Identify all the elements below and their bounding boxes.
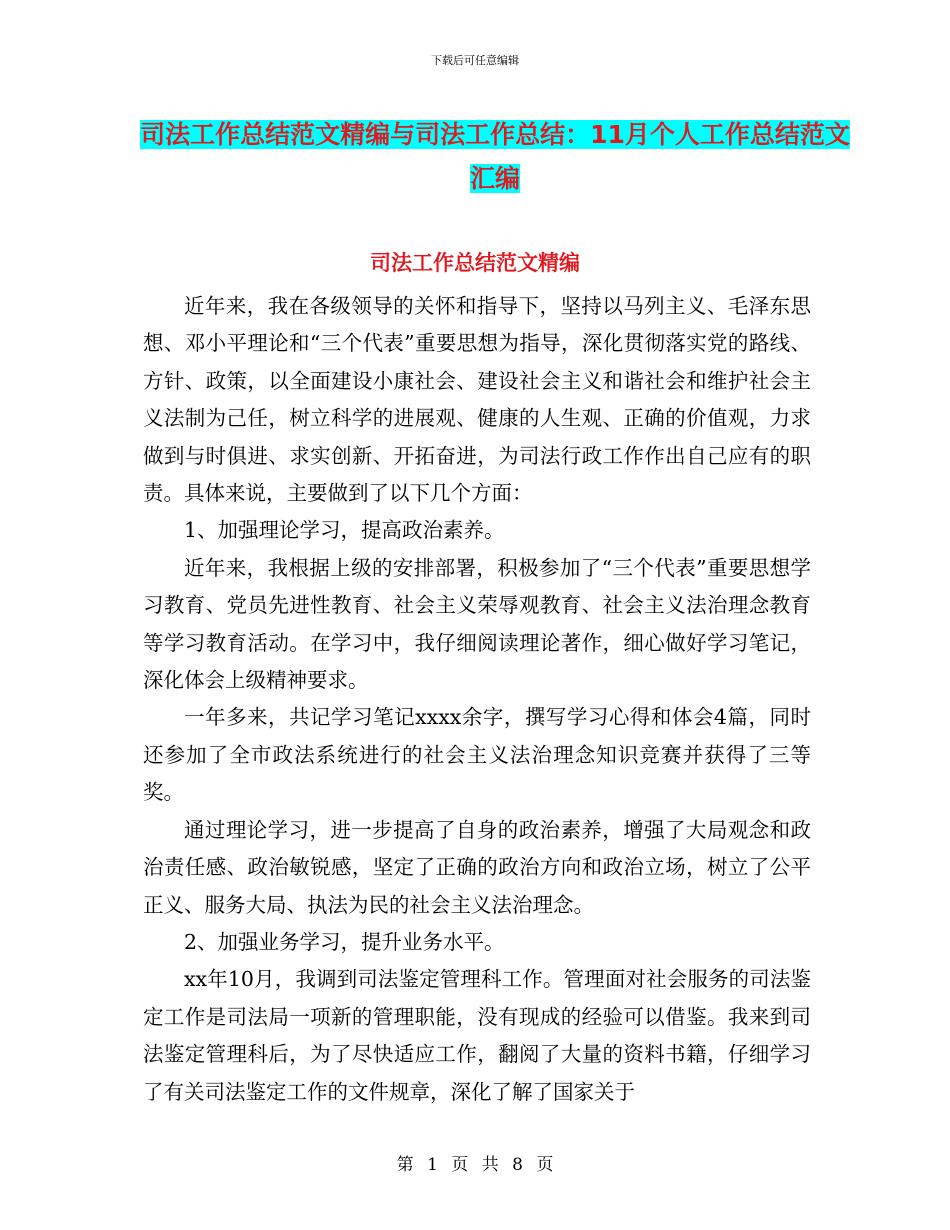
paragraph: 一年多来，共记学习笔记xxxx余字，撰写学习心得和体会4篇，同时还参加了全市政法系统进行的社会主义法治理念知识竞赛并获得了三等奖。	[143, 705, 811, 805]
page-number: 第 1 页 共 8 页	[396, 1155, 554, 1175]
paragraph-heading-1: 1、加强理论学习，提高政治素养。	[184, 518, 505, 543]
paragraph-heading-2: 2、加强业务学习，提升业务水平。	[184, 929, 505, 954]
document-title	[140, 113, 850, 201]
paragraph: xx年10月，我调到司法鉴定管理科工作。管理面对社会服务的司法鉴定工作是司法局一项新的管理职能，没有现成的经验可以借鉴。我来到司法鉴定管理科后，为了尽快适应工作，翻阅了大量的资料书籍，仔细学习了有关司法鉴定工作的文件规章，深化了解了国家关于	[143, 967, 811, 1104]
header-note: 下载后可任意编辑	[431, 54, 519, 67]
body-text	[143, 288, 811, 1111]
document-title-text: 司法工作总结范文精编与司法工作总结：11月个人工作总结范文汇编	[140, 120, 850, 193]
paragraph-intro: 近年来，我在各级领导的关怀和指导下，坚持以马列主义、毛泽东思想、邓小平理论和“三个代表”重要思想为指导，深化贯彻落实党的路线、方针、政策，以全面建设小康社会、建设社会主义和谐社会和维护社会主义法制为己任，树立科学的进展观、健康的人生观、正确的价值观，力求做到与时俱进、求实创新、开拓奋进，为司法行政工作作出自己应有的职责。具体来说，主要做到了以下几个方面：	[143, 294, 811, 506]
paragraph: 近年来，我根据上级的安排部署，积极参加了“三个代表”重要思想学习教育、党员先进性教育、社会主义荣辱观教育、社会主义法治理念教育等学习教育活动。在学习中，我仔细阅读理论著作，细心做好学习笔记，深化体会上级精神要求。	[143, 555, 811, 693]
paragraph: 通过理论学习，进一步提高了自身的政治素养，增强了大局观念和政治责任感、政治敏锐感，坚定了正确的政治方向和政治立场，树立了公平正义、服务大局、执法为民的社会主义法治理念。	[143, 817, 811, 917]
section-heading: 司法工作总结范文精编	[370, 251, 580, 275]
